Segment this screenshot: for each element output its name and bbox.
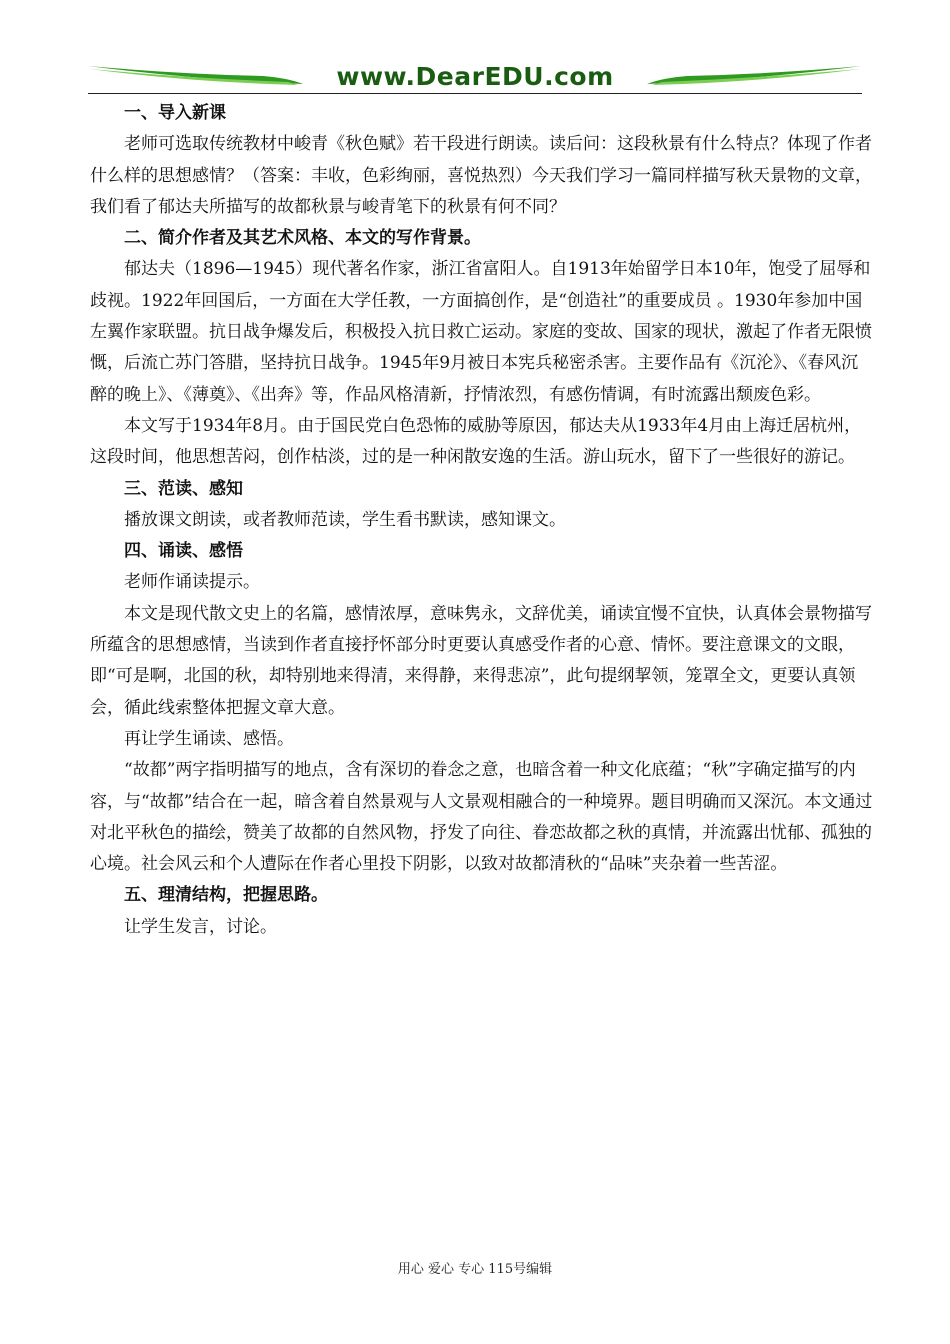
section-title: 一、导入新课 <box>124 103 226 123</box>
page-header <box>88 58 862 98</box>
section-title: 四、诵读、感悟 <box>124 541 243 562</box>
paragraph: 再让学生诵读、感悟。 <box>124 728 294 749</box>
paragraph: 郁达夫（1896—1945）现代著名作家，浙江省富阳人。自1913年始留学日本10年，饱受了屈辱和歧视。1922年回国后，一方面在大学任教，一方面搞创作，是“创造社”的重要成员 。1930年参加中国左翼作家联盟。抗日战争爆发后，积极投入抗日救亡运动。家庭的变故、国家的现状，激起了作者无限愤慨，后流亡苏门答腊，坚持抗日战争。1945年9月被日本宪兵秘密杀害。主要作品有《沉沦》、《春风沉醉的晚上》、《薄奠》、《出奔》等，作品风格清新，抒情浓烈，有感伤情调，有时流露出颓废色彩。 <box>90 259 872 405</box>
section-title: 五、理清结构，把握思路。 <box>124 885 328 906</box>
section-title: 二、简介作者及其艺术风格、本文的写作背景。 <box>124 228 481 249</box>
paragraph: 本文写于1934年8月。由于国民党白色恐怖的威胁等原因，郁达夫从1933年4月由上海迁居杭州，这段时间，他思想苦闷，创作枯淡，过的是一种闲散安逸的生活。游山玩水，留下了一些很好的游记。 <box>90 415 862 468</box>
page-footer: 用心 爱心 专心 115号编辑 <box>397 1262 553 1277</box>
paragraph: 播放课文朗读，或者教师范读，学生看书默读，感知课文。 <box>124 509 566 530</box>
paragraph: 本文是现代散文史上的名篇，感情浓厚，意味隽永，文辞优美，诵读宜慢不宜快，认真体会景物描写所蕴含的思想感情，当读到作者直接抒怀部分时更要认真感受作者的心意、情怀。要注意课文的文眼，即“可是啊，北国的秋，却特别地来得清，来得静，来得悲凉”，此句提纲挈领，笼罩全文，更要认真领会，循此线索整体把握文章大意。 <box>90 603 872 718</box>
paragraph: 让学生发言，讨论。 <box>124 916 277 937</box>
document-body <box>90 98 874 943</box>
header-rule <box>88 93 862 94</box>
paragraph: “故都”两字指明描写的地点，含有深切的眷念之意，也暗含着一种文化底蕴；“秋”字确定描写的内容，与“故都”结合在一起，暗含着自然景观与人文景观相融合的一种境界。题目明确而又深沉。本文通过对北平秋色的描绘，赞美了故都的自然风物，抒发了向往、眷恋故都之秋的真情，并流露出忧郁、孤独的心境。社会风云和个人遭际在作者心里投下阴影，以致对故都清秋的“品味”夹杂着一些苦涩。 <box>90 760 873 875</box>
paragraph: 老师作诵读提示。 <box>124 572 260 593</box>
paragraph: 老师可选取传统教材中峻青《秋色赋》若干段进行朗读。读后问：这段秋景有什么特点？体现了作者什么样的思想感情？（答案：丰收，色彩绚丽，喜悦热烈）今天我们学习一篇同样描写秋天景物的文章，我们看了郁达夫所描写的故都秋景与峻青笔下的秋景有何不同？ <box>90 134 872 217</box>
site-logo-text: www.DearEDU.com <box>336 62 614 91</box>
section-title: 三、范读、感知 <box>124 478 243 499</box>
